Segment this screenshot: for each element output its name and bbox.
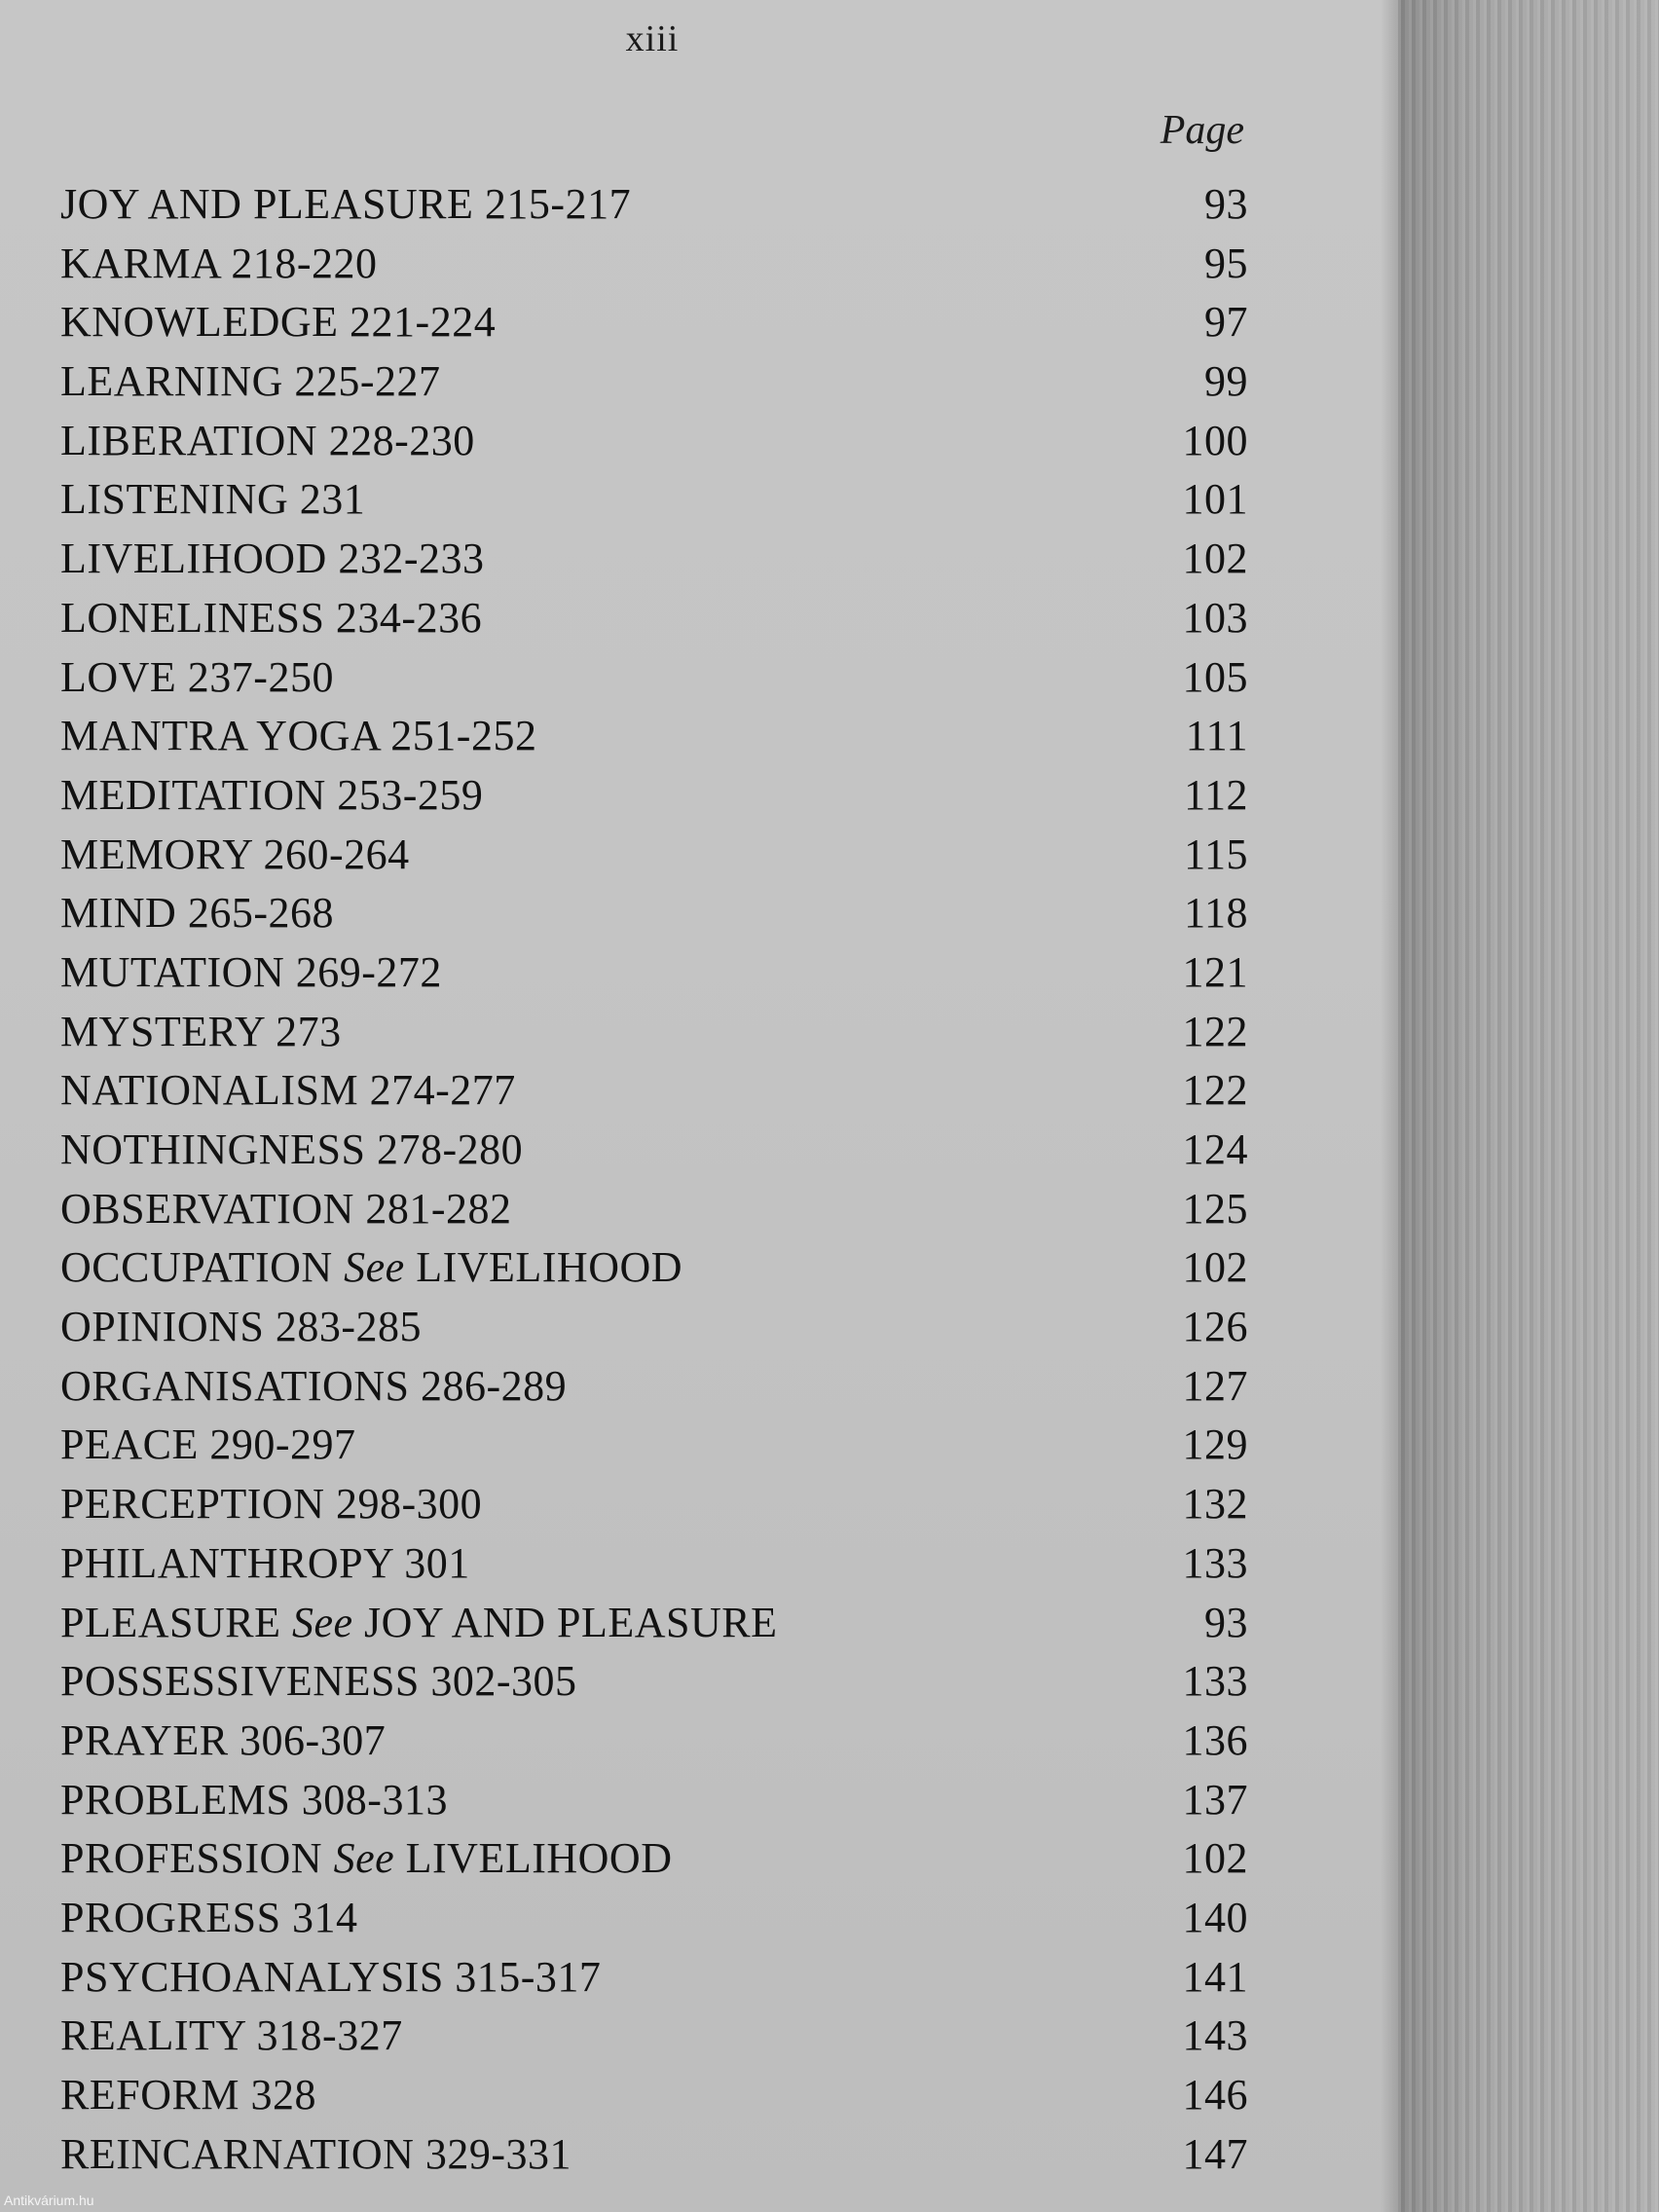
page-ref: 101 [1182, 475, 1248, 524]
see-target: LIVELIHOOD [405, 1834, 673, 1883]
index-term [60, 1180, 512, 1239]
index-term [60, 175, 631, 235]
index-term [60, 470, 365, 530]
page-ref: 141 [1182, 1952, 1248, 2001]
index-entry [60, 2066, 1248, 2125]
see-reference: See [291, 1598, 353, 1646]
index-entry [60, 1829, 1248, 1889]
index-term [60, 1121, 523, 1180]
index-term [60, 1948, 601, 2008]
index-entry [60, 1238, 1248, 1298]
index-term [60, 943, 442, 1003]
page-ref: 122 [1182, 1007, 1248, 1055]
term-text: REFORM 328 [60, 2071, 316, 2119]
page-ref: 99 [1204, 357, 1248, 406]
term-text: JOY AND PLEASURE 215-217 [60, 180, 632, 228]
page-ref: 124 [1182, 1125, 1248, 1173]
page-ref: 147 [1182, 2129, 1248, 2178]
page-ref: 140 [1182, 1893, 1248, 1941]
page-ref: 136 [1182, 1715, 1248, 1764]
index-entry [60, 1061, 1248, 1121]
index-term [60, 1416, 356, 1475]
index-term [60, 1061, 516, 1121]
term-text: LONELINESS 234-236 [60, 593, 483, 642]
index-entry [60, 235, 1248, 294]
index-entry [60, 1180, 1248, 1239]
term-text: MEMORY 260-264 [60, 830, 410, 878]
index-entry [60, 1121, 1248, 1180]
term-text: POSSESSIVENESS 302-305 [60, 1657, 577, 1706]
term-text: MIND 265-268 [60, 889, 334, 938]
page-ref: 112 [1184, 770, 1248, 819]
page-ref: 146 [1182, 2071, 1248, 2119]
term-text: PSYCHOANALYSIS 315-317 [60, 1952, 602, 2001]
index-term [60, 293, 496, 352]
index-term [60, 707, 536, 766]
page-column-heading: Page [1160, 108, 1244, 153]
see-target: JOY AND PLEASURE [364, 1598, 778, 1646]
index-term [60, 589, 482, 648]
index-entry [60, 1357, 1248, 1417]
index-entry [60, 1534, 1248, 1594]
page-ref: 102 [1182, 535, 1248, 583]
index-term [60, 1652, 577, 1712]
term-text: OPINIONS 283-285 [60, 1303, 422, 1351]
page-ref: 133 [1182, 1538, 1248, 1587]
page-ref: 105 [1182, 652, 1248, 701]
term-text: KNOWLEDGE 221-224 [60, 298, 497, 347]
index-entry [60, 648, 1248, 708]
term-text: OCCUPATION [60, 1243, 333, 1292]
see-target: LIVELIHOOD [416, 1243, 683, 1292]
term-text: PEACE 290-297 [60, 1420, 356, 1469]
index-term [60, 1712, 386, 1771]
index-term [60, 884, 334, 943]
page-ref: 93 [1204, 180, 1248, 228]
term-text: NATIONALISM 274-277 [60, 1066, 516, 1115]
page-ref: 102 [1182, 1243, 1248, 1292]
page-ref: 122 [1182, 1066, 1248, 1115]
term-text: MUTATION 269-272 [60, 947, 442, 996]
page-ref: 127 [1182, 1361, 1248, 1410]
term-text: MYSTERY 273 [60, 1007, 342, 1055]
index-term [60, 412, 475, 471]
index-entry [60, 1771, 1248, 1830]
page-ref: 102 [1182, 1834, 1248, 1883]
index-entry [60, 175, 1248, 235]
page-ref: 115 [1184, 830, 1248, 878]
term-text: PROFESSION [60, 1834, 323, 1883]
index-entry [60, 470, 1248, 530]
page-number: xiii [625, 18, 680, 59]
term-text: LIBERATION 228-230 [60, 416, 475, 464]
term-text: LEARNING 225-227 [60, 357, 441, 406]
term-text: REALITY 318-327 [60, 2011, 403, 2060]
index-term [60, 1771, 448, 1830]
index-entry [60, 530, 1248, 589]
term-text: PLEASURE [60, 1598, 281, 1646]
index-term [60, 766, 483, 826]
term-text: LIVELIHOOD 232-233 [60, 535, 485, 583]
term-text: KARMA 218-220 [60, 239, 378, 287]
watermark-credit: Antikvárium.hu [4, 2193, 94, 2208]
index-term [60, 1003, 342, 1062]
index-entry [60, 707, 1248, 766]
page-ref: 93 [1204, 1598, 1248, 1646]
page-ref: 125 [1182, 1184, 1248, 1233]
page-ref: 103 [1182, 593, 1248, 642]
index-entry [60, 352, 1248, 412]
index-term [60, 235, 378, 294]
term-text: PRAYER 306-307 [60, 1715, 387, 1764]
index-entry [60, 884, 1248, 943]
index-term [60, 1475, 482, 1534]
index-entry [60, 1298, 1248, 1357]
index-entry [60, 589, 1248, 648]
index-term [60, 530, 484, 589]
index-term [60, 648, 334, 708]
index-entry [60, 826, 1248, 885]
index-entry [60, 1594, 1248, 1653]
term-text: PROGRESS 314 [60, 1893, 358, 1941]
index-entry [60, 1712, 1248, 1771]
page-ref: 97 [1204, 298, 1248, 347]
page-ref: 121 [1182, 947, 1248, 996]
term-text: LISTENING 231 [60, 475, 366, 524]
index-term [60, 2066, 316, 2125]
page-ref: 100 [1182, 416, 1248, 464]
index-entry [60, 293, 1248, 352]
page-ref: 129 [1182, 1420, 1248, 1469]
page-ref: 143 [1182, 2011, 1248, 2060]
term-text: PROBLEMS 308-313 [60, 1775, 448, 1824]
index-entry [60, 1416, 1248, 1475]
index-list [60, 175, 1248, 2184]
index-term [60, 1889, 358, 1948]
index-entry [60, 943, 1248, 1003]
index-term [60, 1298, 422, 1357]
page-ref: 133 [1182, 1657, 1248, 1706]
index-term [60, 2007, 403, 2066]
term-text: REINCARNATION 329-331 [60, 2129, 572, 2178]
index-entry [60, 1889, 1248, 1948]
page-ref: 95 [1204, 239, 1248, 287]
index-entry [60, 2007, 1248, 2066]
index-term [60, 2125, 571, 2185]
index-entry [60, 1475, 1248, 1534]
term-text: NOTHINGNESS 278-280 [60, 1125, 524, 1173]
page-ref: 111 [1185, 712, 1248, 760]
term-text: OBSERVATION 281-282 [60, 1184, 512, 1233]
index-term [60, 352, 441, 412]
see-reference: See [344, 1243, 405, 1292]
index-entry [60, 1003, 1248, 1062]
index-entry [60, 1948, 1248, 2008]
term-text: ORGANISATIONS 286-289 [60, 1361, 568, 1410]
term-text: LOVE 237-250 [60, 652, 334, 701]
term-text: MANTRA YOGA 251-252 [60, 712, 537, 760]
page-ref: 137 [1182, 1775, 1248, 1824]
term-text: MEDITATION 253-259 [60, 770, 484, 819]
index-term [60, 826, 410, 885]
page-ref: 118 [1184, 889, 1248, 938]
term-text: PERCEPTION 298-300 [60, 1480, 483, 1529]
page-ref: 132 [1182, 1480, 1248, 1529]
index-term [60, 1357, 567, 1417]
index-entry [60, 766, 1248, 826]
term-text: PHILANTHROPY 301 [60, 1538, 470, 1587]
index-term [60, 1829, 672, 1889]
index-entry [60, 412, 1248, 471]
index-term [60, 1594, 777, 1653]
index-entry [60, 2125, 1248, 2185]
index-term [60, 1238, 682, 1298]
page-ref: 126 [1182, 1303, 1248, 1351]
index-entry [60, 1652, 1248, 1712]
background-surface [1398, 0, 1659, 2212]
see-reference: See [333, 1834, 395, 1883]
index-term [60, 1534, 470, 1594]
